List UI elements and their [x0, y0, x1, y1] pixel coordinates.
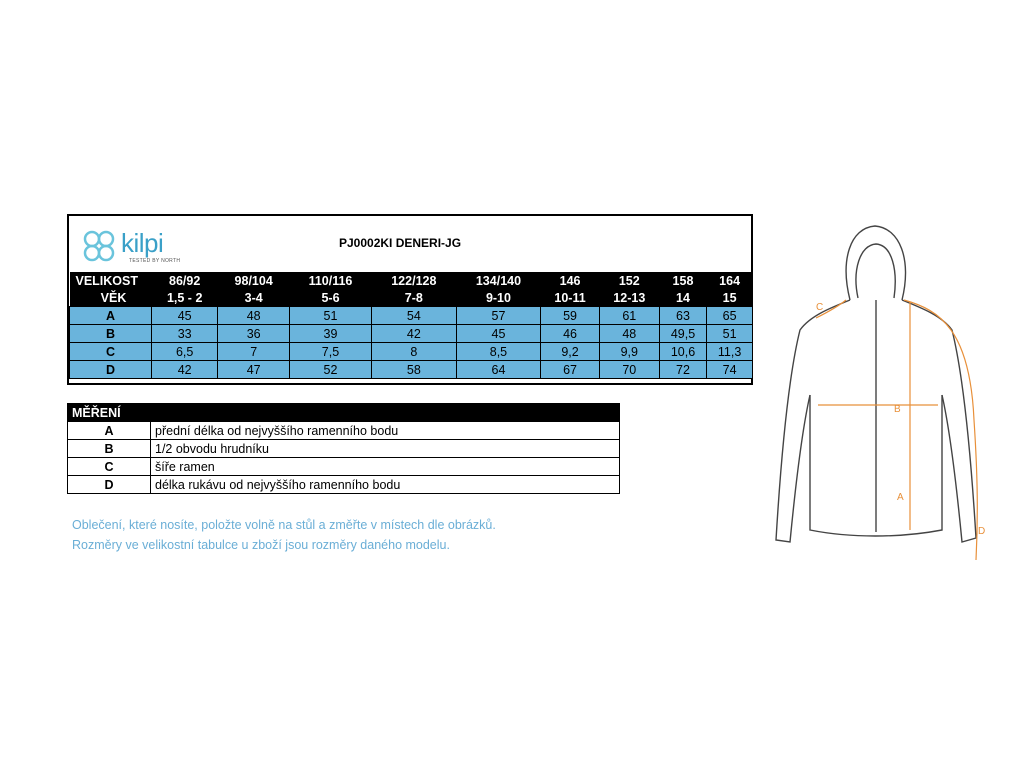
size-value-cell: 45 — [456, 325, 541, 343]
legend-header-row — [68, 404, 620, 422]
size-value-cell: 7 — [218, 343, 290, 361]
legend-row — [68, 458, 620, 476]
size-label: VELIKOST — [70, 272, 152, 289]
size-header-cell: 86/92 — [152, 272, 218, 289]
legend-row — [68, 422, 620, 440]
size-data-row — [70, 361, 753, 379]
legend-description: šíře ramen — [151, 458, 620, 476]
row-key: A — [70, 307, 152, 325]
size-value-cell: 33 — [152, 325, 218, 343]
legend-description: délka rukávu od nejvyššího ramenního bodu — [151, 476, 620, 494]
size-value-cell: 52 — [289, 361, 371, 379]
size-value-cell: 36 — [218, 325, 290, 343]
size-value-cell: 8,5 — [456, 343, 541, 361]
size-value-cell: 11,3 — [707, 343, 753, 361]
size-table-block — [67, 214, 753, 385]
legend-row — [68, 440, 620, 458]
size-header-cell: 146 — [541, 272, 600, 289]
size-header-cell: 110/116 — [289, 272, 371, 289]
instruction-note-1: Oblečení, které nosíte, položte volně na stůl a změřte v místech dle obrázků. — [72, 518, 496, 532]
size-value-cell: 51 — [707, 325, 753, 343]
kilpi-knot-icon — [79, 226, 119, 266]
age-header-cell: 5-6 — [289, 289, 371, 307]
age-label: VĚK — [70, 289, 152, 307]
size-header-cell: 152 — [599, 272, 659, 289]
size-value-cell: 8 — [372, 343, 457, 361]
row-key: B — [70, 325, 152, 343]
size-value-cell: 46 — [541, 325, 600, 343]
size-value-cell: 64 — [456, 361, 541, 379]
size-value-cell: 47 — [218, 361, 290, 379]
age-header-cell: 1,5 - 2 — [152, 289, 218, 307]
legend-description: přední délka od nejvyššího ramenního bodu — [151, 422, 620, 440]
size-data-row — [70, 325, 753, 343]
measurement-lines — [816, 300, 977, 560]
size-value-cell: 51 — [289, 307, 371, 325]
brand-logo — [79, 222, 189, 266]
size-value-cell: 7,5 — [289, 343, 371, 361]
age-header-cell: 3-4 — [218, 289, 290, 307]
size-value-cell: 49,5 — [659, 325, 706, 343]
legend-key: C — [68, 458, 151, 476]
age-header-cell: 15 — [707, 289, 753, 307]
size-value-cell: 59 — [541, 307, 600, 325]
size-value-cell: 57 — [456, 307, 541, 325]
size-value-cell: 6,5 — [152, 343, 218, 361]
size-value-cell: 65 — [707, 307, 753, 325]
legend-header-fill — [151, 404, 620, 422]
size-value-cell: 45 — [152, 307, 218, 325]
size-header-row — [70, 272, 753, 289]
size-data-row — [70, 343, 753, 361]
size-value-cell: 48 — [599, 325, 659, 343]
legend-description: 1/2 obvodu hrudníku — [151, 440, 620, 458]
size-header-cell: 158 — [659, 272, 706, 289]
size-value-cell: 63 — [659, 307, 706, 325]
size-value-cell: 9,2 — [541, 343, 600, 361]
instruction-note-2: Rozměry ve velikostní tabulce u zboží jsou rozměry daného modelu. — [72, 538, 450, 552]
legend-title: MĚŘENÍ — [68, 404, 151, 422]
age-header-cell: 12-13 — [599, 289, 659, 307]
size-header-cell: 98/104 — [218, 272, 290, 289]
legend-row — [68, 476, 620, 494]
label-d: D — [978, 526, 986, 537]
size-value-cell: 9,9 — [599, 343, 659, 361]
legend-key: A — [68, 422, 151, 440]
size-table — [69, 272, 753, 379]
size-header-cell: 134/140 — [456, 272, 541, 289]
size-value-cell: 72 — [659, 361, 706, 379]
jacket-outline — [776, 226, 976, 542]
age-header-cell: 14 — [659, 289, 706, 307]
label-c: C — [816, 302, 824, 313]
jacket-measurement-diagram — [770, 220, 990, 565]
size-value-cell: 58 — [372, 361, 457, 379]
age-header-cell: 10-11 — [541, 289, 600, 307]
size-value-cell: 67 — [541, 361, 600, 379]
size-value-cell: 42 — [152, 361, 218, 379]
measure-d-line — [904, 300, 977, 560]
legend-key: B — [68, 440, 151, 458]
size-table-header — [69, 216, 751, 272]
label-a: A — [897, 492, 904, 503]
size-header-cell: 164 — [707, 272, 753, 289]
brand-tagline: TESTED BY NORTH — [129, 258, 181, 264]
product-title: PJ0002KI DENERI-JG — [339, 236, 462, 250]
size-value-cell: 39 — [289, 325, 371, 343]
age-header-cell: 9-10 — [456, 289, 541, 307]
size-value-cell: 70 — [599, 361, 659, 379]
size-header-cell: 122/128 — [372, 272, 457, 289]
measurement-legend — [67, 403, 620, 494]
size-value-cell: 48 — [218, 307, 290, 325]
label-b: B — [894, 404, 901, 415]
legend-key: D — [68, 476, 151, 494]
row-key: C — [70, 343, 152, 361]
row-key: D — [70, 361, 152, 379]
size-value-cell: 61 — [599, 307, 659, 325]
size-value-cell: 10,6 — [659, 343, 706, 361]
size-value-cell: 74 — [707, 361, 753, 379]
size-data-row — [70, 307, 753, 325]
brand-name: kilpi — [121, 228, 164, 258]
size-value-cell: 42 — [372, 325, 457, 343]
age-header-cell: 7-8 — [372, 289, 457, 307]
size-value-cell: 54 — [372, 307, 457, 325]
age-header-row — [70, 289, 753, 307]
